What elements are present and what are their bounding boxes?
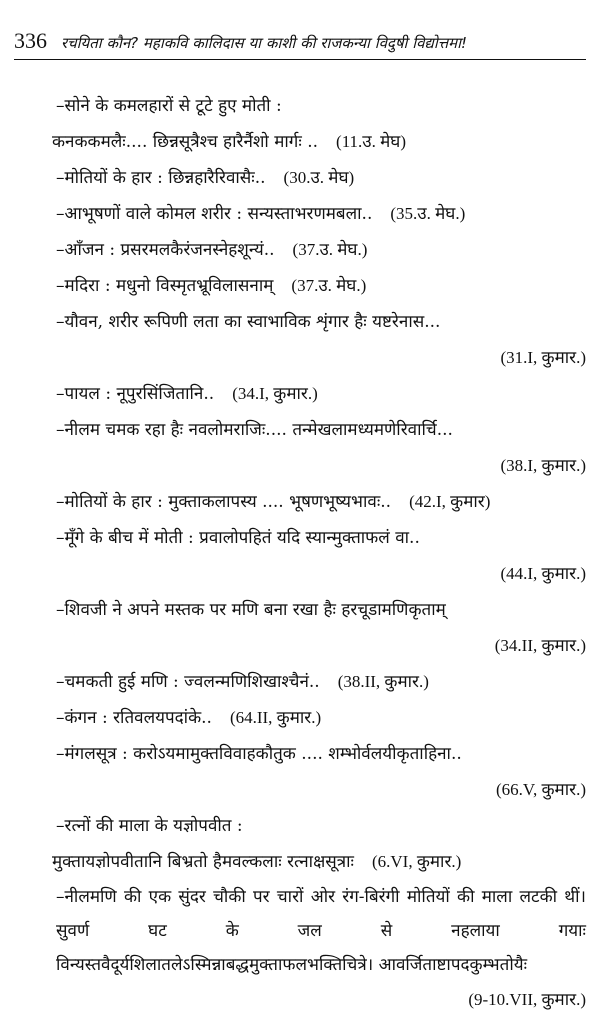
citation-line: (66.V, कुमार.) xyxy=(496,780,586,799)
text-line: –सोने के कमलहारों से टूटे हुए मोती : xyxy=(56,96,282,116)
citation: (11.उ. मेघ) xyxy=(336,132,407,151)
citation-line: (9-10.VII, कुमार.) xyxy=(468,990,586,1009)
text-line: –नीलम चमक रहा हैः नवलोमराजिः.... तन्मेखलामध्यमणेरिवार्चि... xyxy=(56,420,453,440)
citation: (34.I, कुमार.) xyxy=(232,384,318,403)
text-line: –कंगन : रतिवलयपदांके.. (64.II, कुमार.) xyxy=(56,708,322,728)
citation: (37.उ. मेघ.) xyxy=(292,240,368,259)
citation: (38.II, कुमार.) xyxy=(337,672,429,691)
citation: (30.उ. मेघ) xyxy=(283,168,355,187)
text-line: –आँजन : प्रसरमलकैरंजनस्नेहशून्यं.. (37.उ. मेघ.) xyxy=(56,240,368,260)
citation-line: (34.II, कुमार.) xyxy=(494,636,586,655)
citation: (42.I, कुमार) xyxy=(409,492,491,511)
text-line: –आभूषणों वाले कोमल शरीर : सन्यस्ताभरणमबला.. (35.उ. मेघ.) xyxy=(56,204,466,224)
text-line: –चमकती हुई मणि : ज्वलन्मणिशिखाश्चैनं.. (38.II, कुमार.) xyxy=(56,672,429,692)
running-title: रचयिता कौन? महाकवि कालिदास या काशी की राजकन्या विदुषी विद्योत्तमा! xyxy=(61,34,467,52)
text-line: –यौवन, शरीर रूपिणी लता का स्वाभाविक शृंगार हैः यष्टरेनास... xyxy=(56,312,441,332)
citation: (6.VI, कुमार.) xyxy=(371,852,462,871)
text-line: –शिवजी ने अपने मस्तक पर मणि बना रखा हैः हरचूडामणिकृताम् xyxy=(56,600,446,620)
citation-line: (44.I, कुमार.) xyxy=(500,564,586,583)
text-line: –मोतियों के हार : छिन्नहारैरिवासैः.. (30.उ. मेघ) xyxy=(56,168,355,188)
page-body xyxy=(52,88,586,1018)
text-line: –मदिरा : मधुनो विस्मृतभ्रूविलासनाम् (37.उ. मेघ.) xyxy=(56,276,367,296)
running-header xyxy=(14,28,586,60)
paragraph: –नीलमणि की एक सुंदर चौकी पर चारों ओर रंग-बिरंगी मोतियों की माला लटकी थीं। सुवर्ण घट के जल से नहलाया गयाः विन्यस्तवैदूर्यशिलातलेऽस्मिन्नाबद्धमुक्ताफलभक्तिचित्रे। आवर्जिताष्टापदकुम्भतोयैः xyxy=(56,887,586,975)
citation: (35.उ. मेघ.) xyxy=(390,204,466,223)
citation-line: (38.I, कुमार.) xyxy=(500,456,586,475)
citation: (64.II, कुमार.) xyxy=(229,708,322,727)
text-line: –मोतियों के हार : मुक्ताकलापस्य .... भूषणभूष्यभावः.. (42.I, कुमार) xyxy=(56,492,491,512)
text-line: –मंगलसूत्र : करोऽयमामुक्तविवाहकौतुक .... शम्भोर्वलयीकृताहिना.. xyxy=(56,744,462,764)
citation-line: (31.I, कुमार.) xyxy=(500,348,586,367)
citation: (37.उ. मेघ.) xyxy=(291,276,367,295)
page-number: 336 xyxy=(14,28,47,53)
text-line: –पायल : नूपुरसिंजितानि.. (34.I, कुमार.) xyxy=(56,384,318,404)
text-line: मुक्तायज्ञोपवीतानि बिभ्रतो हैमवल्कलाः रत्नाक्षसूत्राः (6.VI, कुमार.) xyxy=(52,852,462,872)
text-line: –मूँगे के बीच में मोती : प्रवालोपहितं यदि स्यान्मुक्ताफलं वा.. xyxy=(56,528,420,548)
text-line: –रत्नों की माला के यज्ञोपवीत : xyxy=(56,816,243,836)
text-line: कनककमलैः.... छिन्नसूत्रैश्च हारैर्नैशो मार्गः .. (11.उ. मेघ) xyxy=(52,132,407,152)
